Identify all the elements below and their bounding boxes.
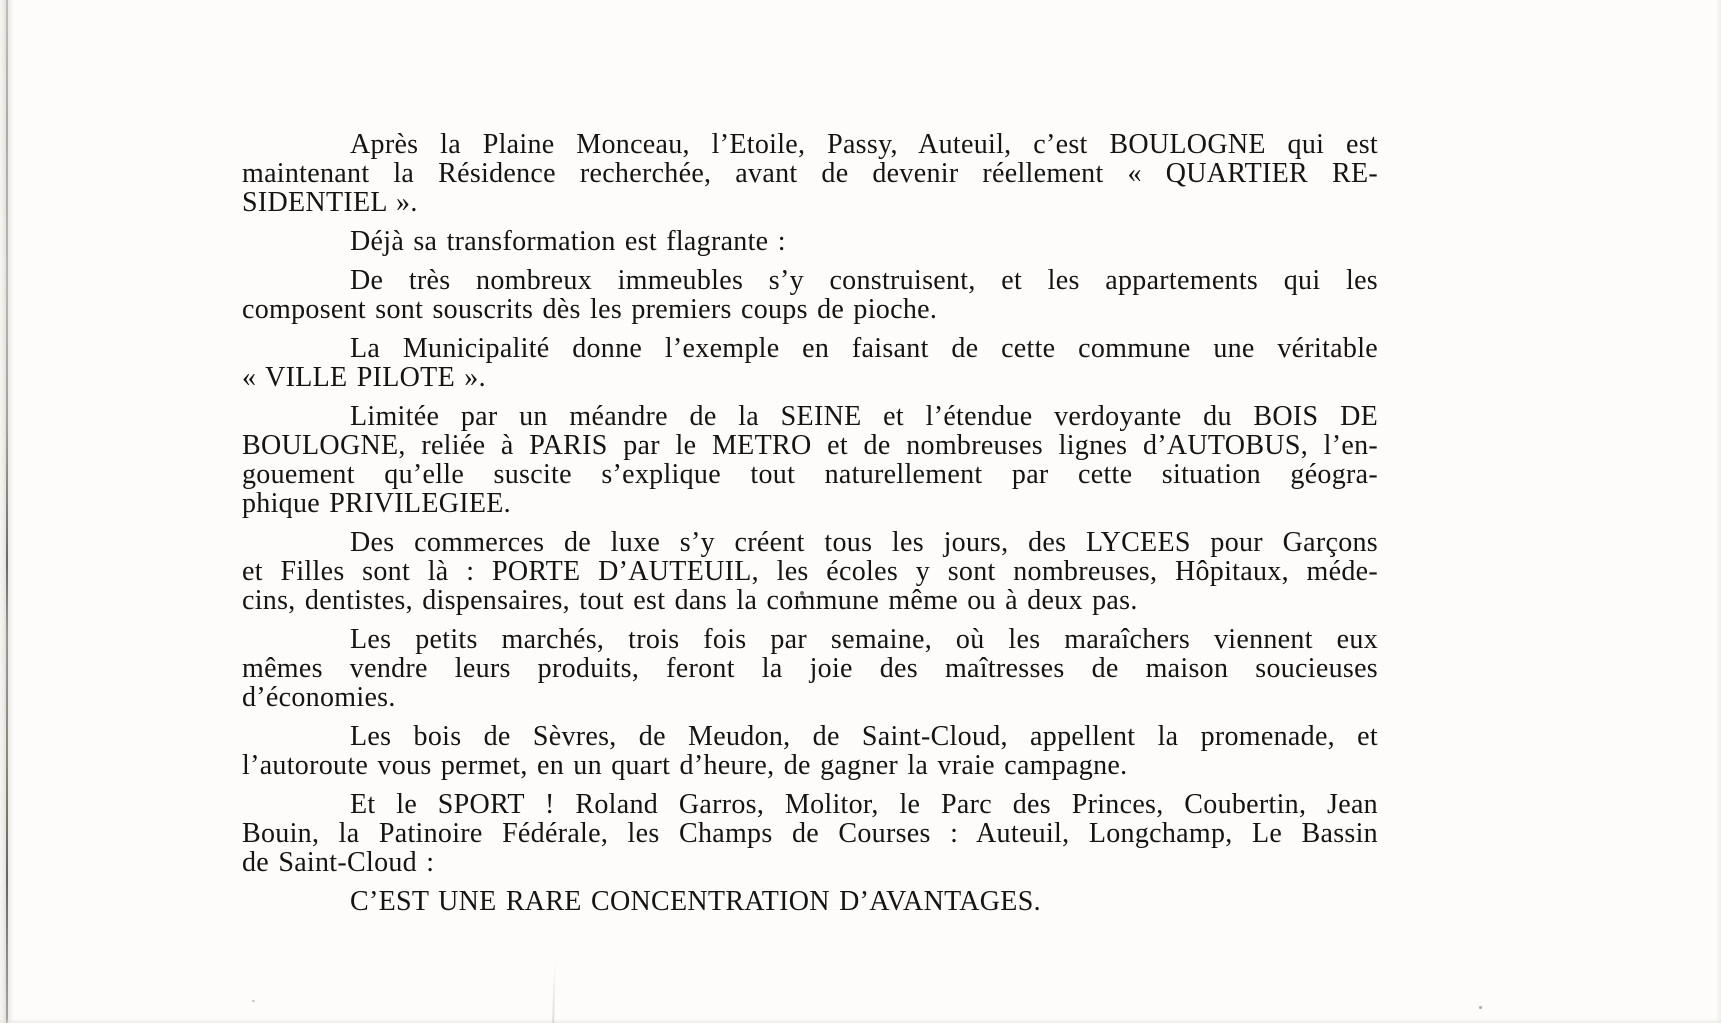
- page-left-edge-shadow: [0, 0, 14, 1023]
- scan-speck: [252, 1000, 255, 1002]
- text-line: Après la Plaine Monceau, l’Etoile, Passy, Auteuil, c’est BOULOGNE qui est: [350, 129, 1378, 160]
- paragraph: [242, 402, 1378, 518]
- text-line: Les petits marchés, trois fois par semaine, où les maraîchers viennent eux: [350, 624, 1378, 655]
- paragraph: [242, 790, 1378, 877]
- paragraph: [242, 334, 1378, 392]
- text-line: SIDENTIEL ».: [242, 187, 418, 218]
- scan-speck: [1479, 1006, 1482, 1009]
- text-line: et Filles sont là : PORTE D’AUTEUIL, les écoles y sont nombreuses, Hôpitaux, méde-: [242, 556, 1378, 587]
- text-line: Et le SPORT ! Roland Garros, Molitor, le Parc des Princes, Coubertin, Jean: [350, 789, 1378, 820]
- text-line: Les bois de Sèvres, de Meudon, de Saint-Cloud, appellent la promenade, et: [350, 721, 1378, 752]
- text-line: mêmes vendre leurs produits, feront la joie des maîtresses de maison soucieuses: [242, 653, 1378, 684]
- text-line: phique PRIVILEGIEE.: [242, 488, 511, 519]
- scan-crease: [552, 960, 556, 1023]
- paragraph: [242, 266, 1378, 324]
- paragraph: [242, 227, 1378, 256]
- paragraph: [242, 887, 1378, 916]
- text-line: gouement qu’elle suscite s’explique tout naturellement par cette situation géogra-: [242, 459, 1378, 490]
- scan-gutter-line: [6, 0, 8, 1023]
- text-line: de Saint-Cloud :: [242, 847, 435, 878]
- text-line: maintenant la Résidence recherchée, avant de devenir réellement « QUARTIER RE-: [242, 158, 1378, 189]
- text-line: d’économies.: [242, 682, 396, 713]
- text-line: « VILLE PILOTE ».: [242, 362, 486, 393]
- text-line: Limitée par un méandre de la SEINE et l’étendue verdoyante du BOIS DE: [350, 401, 1378, 432]
- text-line: l’autoroute vous permet, en un quart d’heure, de gagner la vraie campagne.: [242, 750, 1128, 781]
- text-line: Des commerces de luxe s’y créent tous les jours, des LYCEES pour Garçons: [350, 527, 1378, 558]
- document-text: [242, 130, 1378, 926]
- text-line: De très nombreux immeubles s’y construisent, et les appartements qui les: [350, 265, 1378, 296]
- page-right-edge-shadow: [1715, 0, 1721, 1023]
- text-line: BOULOGNE, reliée à PARIS par le METRO et de nombreuses lignes d’AUTOBUS, l’en-: [242, 430, 1378, 461]
- text-line: C’EST UNE RARE CONCENTRATION D’AVANTAGES.: [350, 886, 1041, 917]
- text-line: Bouin, la Patinoire Fédérale, les Champs de Courses : Auteuil, Longchamp, Le Bassin: [242, 818, 1378, 849]
- text-line: composent sont souscrits dès les premiers coups de pioche.: [242, 294, 938, 325]
- paragraph: [242, 625, 1378, 712]
- text-line: La Municipalité donne l’exemple en faisant de cette commune une véritable: [350, 333, 1378, 364]
- text-line: cins, dentistes, dispensaires, tout est dans la commune même ou à deux pas.: [242, 585, 1138, 616]
- paragraph: [242, 130, 1378, 217]
- text-line: Déjà sa transformation est flagrante :: [350, 226, 786, 257]
- page-bottom-edge-shadow: [0, 1019, 1721, 1023]
- paragraph: [242, 528, 1378, 615]
- paragraph: [242, 722, 1378, 780]
